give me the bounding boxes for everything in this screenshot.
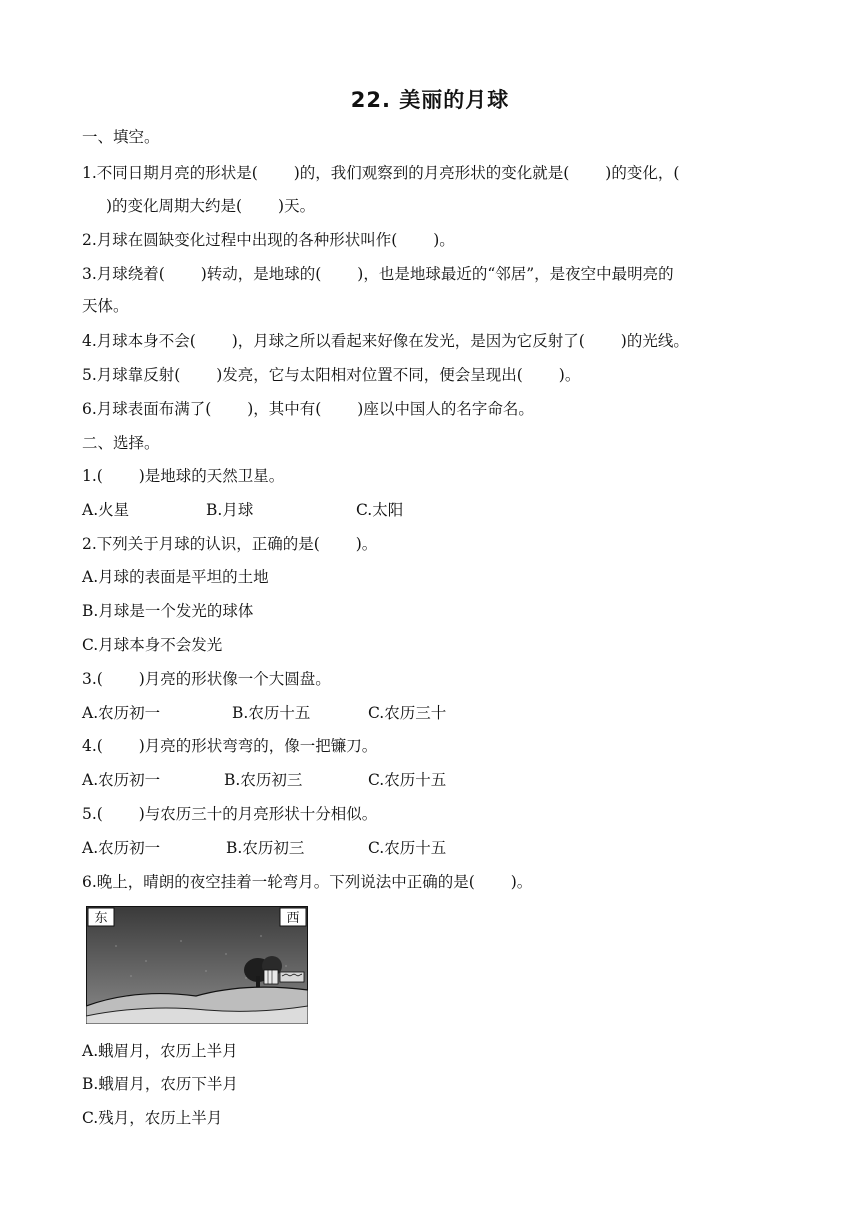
fill-question-1-line-2: )的变化周期大约是( )天。 — [106, 197, 316, 215]
option-a: A.农历初一 — [82, 771, 161, 789]
option-b: B.月球 — [206, 501, 254, 519]
option-b: B.农历初三 — [224, 771, 303, 789]
option-a: A.蛾眉月，农历上半月 — [82, 1042, 238, 1060]
option-c: C.农历十五 — [368, 771, 447, 789]
fill-question-2: 2.月球在圆缺变化过程中出现的各种形状叫作( )。 — [82, 231, 455, 249]
choice-question-3: 3.( )月亮的形状像一个大圆盘。 — [82, 670, 331, 688]
choice-question-5: 5.( )与农历三十的月亮形状十分相似。 — [82, 805, 378, 823]
page-title: 22. 美丽的月球 — [350, 88, 510, 112]
fill-question-1-line-1: 1.不同日期月亮的形状是( )的，我们观察到的月亮形状的变化就是( )的变化，( — [82, 164, 680, 182]
option-c: C.月球本身不会发光 — [82, 636, 223, 654]
west-label: 西 — [286, 911, 300, 926]
option-a: A.农历初一 — [82, 704, 161, 722]
fill-question-3-line-1: 3.月球绕着( )转动，是地球的( )，也是地球最近的“邻居”，是夜空中最明亮的 — [82, 265, 674, 283]
option-b: B.蛾眉月，农历下半月 — [82, 1075, 238, 1093]
choice-question-4: 4.( )月亮的形状弯弯的，像一把镰刀。 — [82, 737, 378, 755]
east-label: 东 — [94, 911, 108, 926]
option-a: A.月球的表面是平坦的土地 — [82, 568, 269, 586]
option-b: B.月球是一个发光的球体 — [82, 602, 254, 620]
fill-question-3-line-2: 天体。 — [82, 297, 129, 315]
house-icon — [264, 970, 304, 984]
option-c: C.农历十五 — [368, 839, 447, 857]
option-c: C.残月，农历上半月 — [82, 1109, 223, 1127]
fill-question-6: 6.月球表面布满了( )，其中有( )座以中国人的名字命名。 — [82, 400, 534, 418]
choice-question-6: 6.晚上，晴朗的夜空挂着一轮弯月。下列说法中正确的是( )。 — [82, 873, 533, 891]
option-c: C.太阳 — [356, 501, 404, 519]
choice-question-1: 1.( )是地球的天然卫星。 — [82, 467, 285, 485]
option-c: C.农历三十 — [368, 704, 447, 722]
option-a: A.火星 — [82, 501, 130, 519]
section-heading-fill-blank: 一、填空。 — [82, 128, 160, 146]
option-b: B.农历初三 — [226, 839, 305, 857]
fill-question-4: 4.月球本身不会( )，月球之所以看起来好像在发光，是因为它反射了( )的光线。 — [82, 332, 689, 350]
choice-question-2: 2.下列关于月球的认识，正确的是( )。 — [82, 535, 378, 553]
option-b: B.农历十五 — [232, 704, 311, 722]
option-a: A.农历初一 — [82, 839, 161, 857]
night-sky-figure — [86, 906, 308, 1024]
fill-question-5: 5.月球靠反射( )发亮，它与太阳相对位置不同，便会呈现出( )。 — [82, 366, 581, 384]
section-heading-choice: 二、选择。 — [82, 434, 160, 452]
